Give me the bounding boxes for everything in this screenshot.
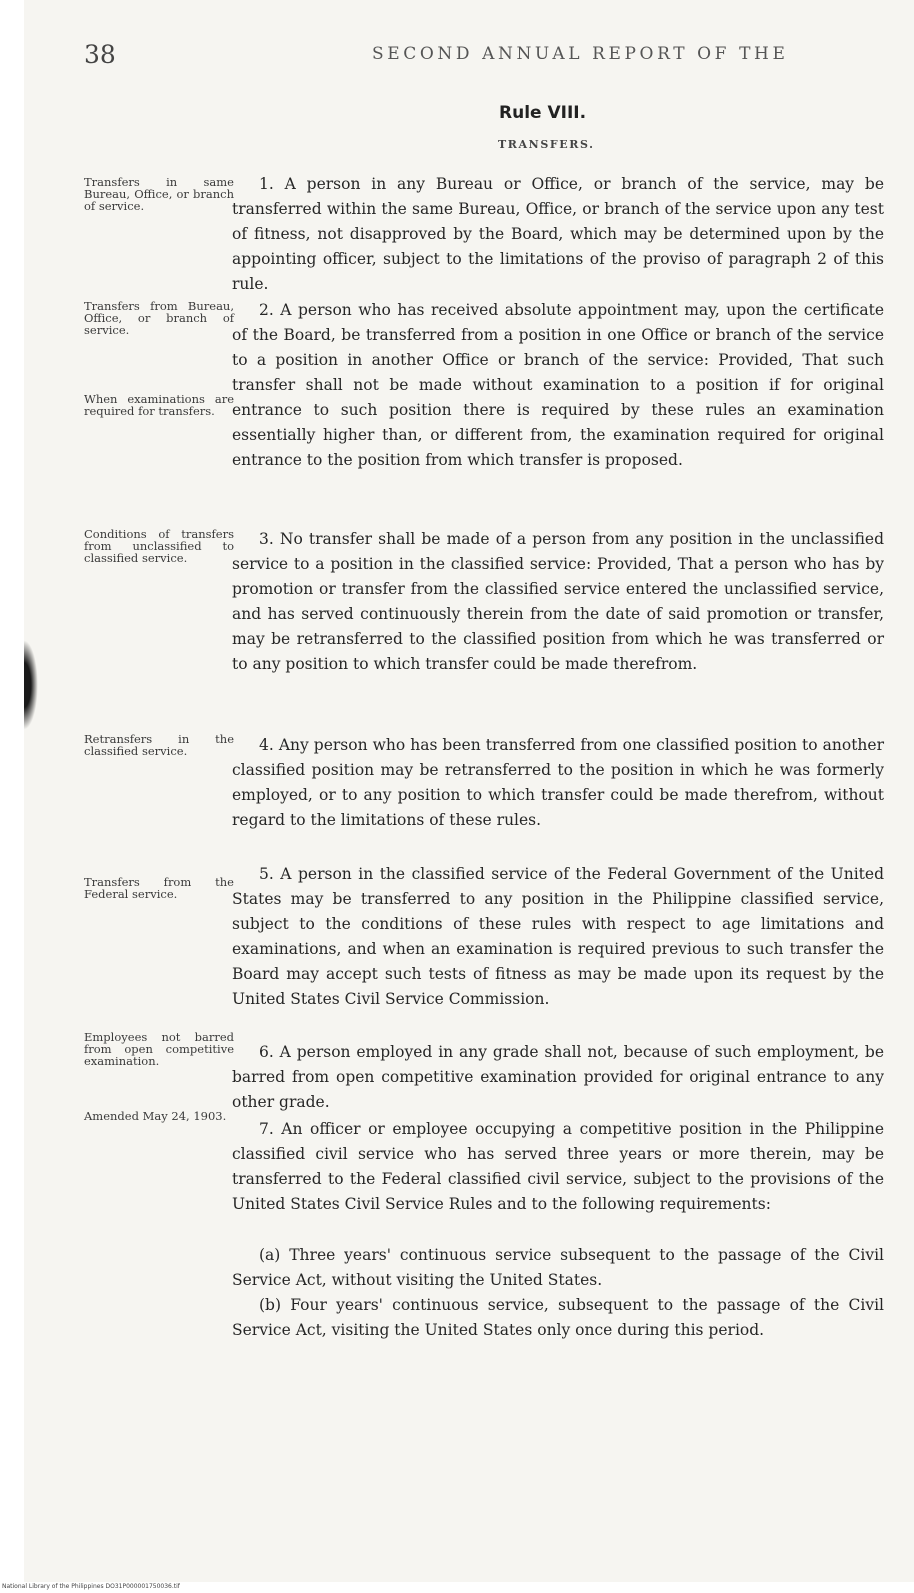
paragraph-text: 1. A person in any Bureau or Office, or branch of the service, may be transferred within the same Bureau, Office, or branch of the service upon any test of fitness, not disapproved by the Board, which may be determined upon by the appointing officer, subject to the limitations of the proviso of paragraph 2 of this rule. [232, 175, 884, 293]
margin-note: Employees not barred from open competitive examination. [84, 1030, 234, 1068]
section-title: TRANSFERS. [498, 138, 595, 151]
paragraph-5 [232, 862, 884, 1012]
running-head: SECOND ANNUAL REPORT OF THE [372, 44, 789, 64]
paragraph-text: 6. A person employed in any grade shall not, because of such employment, be barred from open competitive examination provided for original entrance to any other grade. [232, 1043, 884, 1111]
paragraph-text: 4. Any person who has been transferred from one classified position to another classified position may be retransferred to the position in which he was formerly employed, or to any position to which transfer could be made therefrom, without regard to the limitations of these rules. [232, 736, 884, 829]
paragraph-3 [232, 527, 884, 677]
margin-note: Transfers in same Bureau, Office, or branch of service. [84, 175, 234, 213]
paragraph-1 [232, 172, 884, 297]
page-number: 38 [84, 40, 116, 69]
paragraph-6 [232, 1040, 884, 1115]
subparagraph-text: (b) Four years' continuous service, subsequent to the passage of the Civil Service Act, visiting the United States only once during this period. [232, 1296, 884, 1339]
margin-note: Conditions of transfers from unclassified to classified service. [84, 527, 234, 565]
margin-note: Amended May 24, 1903. [84, 1109, 227, 1123]
margin-note: Transfers from Bureau, Office, or branch of service. [84, 299, 234, 337]
margin-note: When examinations are required for transfers. [84, 392, 234, 418]
subparagraph-b [232, 1293, 884, 1343]
subparagraph-a [232, 1243, 884, 1293]
paragraph-text: 2. A person who has received absolute appointment may, upon the certificate of the Board, be transferred from a position in one Office or branch of the service to a position in another Office or branch of the service: Provided, That such transfer shall not be made without examination to a position if for original entrance to such position there is required by these rules an examination essentially higher than, or different from, the examination required for original entrance to the position from which transfer is proposed. [232, 301, 884, 469]
paragraph-2 [232, 298, 884, 473]
document-page [24, 0, 914, 1582]
paragraph-text: 5. A person in the classified service of the Federal Government of the United States may be transferred to any position in the Philippine classified service, subject to the conditions of these rules with respect to age limitations and examinations, and when an examination is required previous to such transfer the Board may accept such tests of fitness as may be made upon its request by the United States Civil Service Commission. [232, 865, 884, 1008]
subparagraph-text: (a) Three years' continuous service subsequent to the passage of the Civil Service Act, without visiting the United States. [232, 1246, 884, 1289]
paragraph-7 [232, 1117, 884, 1217]
margin-note: Retransfers in the classified service. [84, 732, 234, 758]
paragraph-text: 3. No transfer shall be made of a person from any position in the unclassified service to a position in the classified service: Provided, That a person who has by promotion or transfer from the classified service entered the unclassified service, and has served continuously therein from the date of said promotion or transfer, may be retransferred to the classified position from which he was transferred or to any position to which transfer could be made therefrom. [232, 530, 884, 673]
binding-shadow [24, 640, 38, 730]
margin-note: Transfers from the Federal service. [84, 875, 234, 901]
paragraph-text: 7. An officer or employee occupying a competitive position in the Philippine classified civil service who has served three years or more therein, may be transferred to the Federal classified civil service, subject to the provisions of the United States Civil Service Rules and to the following requirements: [232, 1120, 884, 1213]
paragraph-4 [232, 733, 884, 833]
scan-footer: National Library of the Philippines DO31P000001750036.tif [2, 1583, 180, 1590]
rule-title: Rule VIII. [499, 103, 587, 123]
page-header [84, 40, 804, 74]
